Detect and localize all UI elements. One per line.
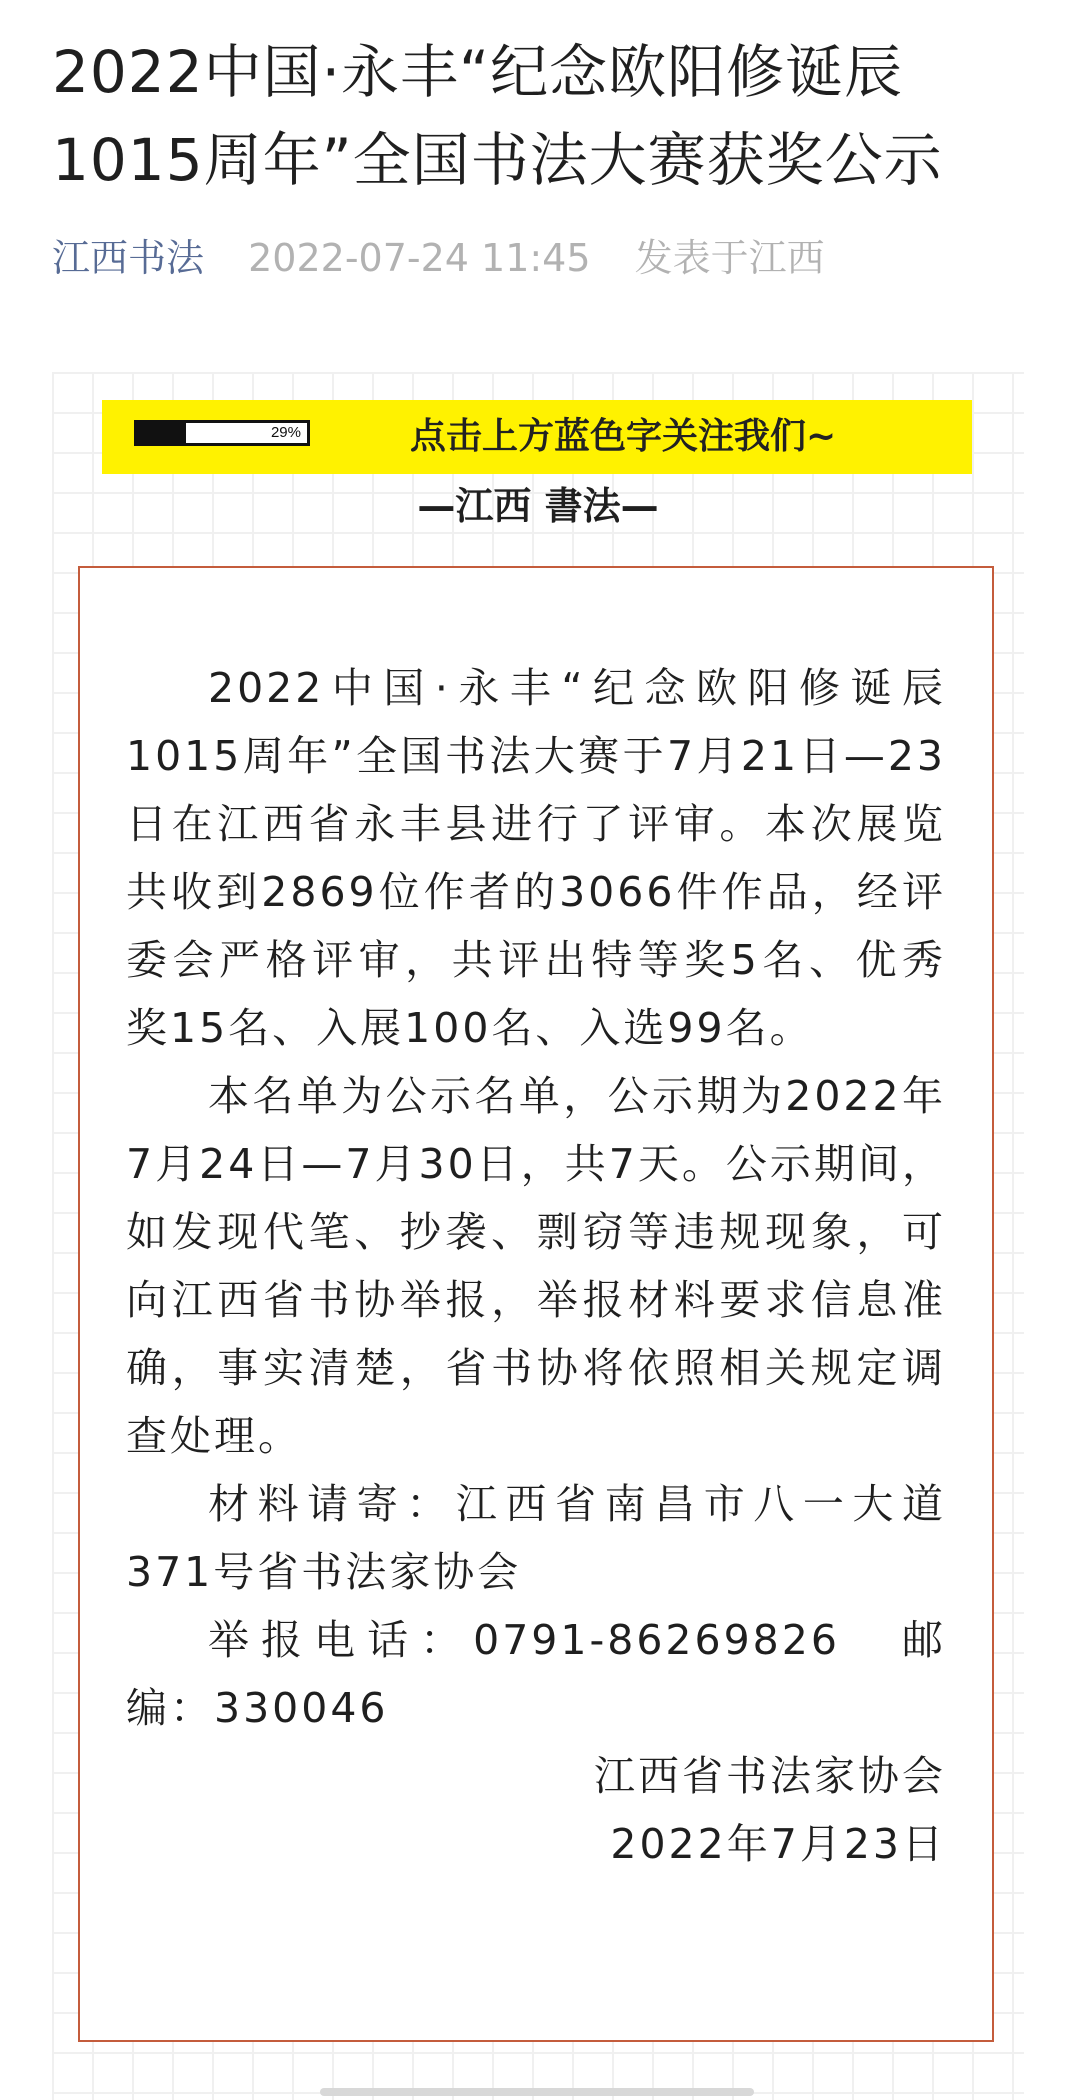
article-title bbox=[52, 28, 1032, 204]
notice-paragraph-contact: 举报电话：0791-86269826 邮编：330046 bbox=[126, 1616, 946, 1732]
notice-signature: 江西省书法家协会 bbox=[594, 1752, 946, 1800]
publish-location: 发表于江西 bbox=[634, 236, 825, 280]
progress-bar bbox=[134, 420, 310, 446]
article-title-line-2: 1015周年”全国书法大赛获奖公示 bbox=[52, 126, 943, 194]
notice-body bbox=[126, 654, 946, 1878]
article-title-line-1: 2022中国·永丰“纪念欧阳修诞辰 bbox=[52, 38, 904, 106]
home-indicator[interactable] bbox=[320, 2088, 754, 2096]
notice-paragraph-publicity: 本名单为公示名单，公示期为2022年7月24日—7月30日，共7天。公示期间，如发现代笔、抄袭、剽窃等违规现象，可向江西省书协举报，举报材料要求信息准确，事实清楚，省书协将依照相关规定调查处理。 bbox=[126, 1072, 946, 1460]
brand-line: —江西 書法— bbox=[417, 484, 659, 528]
notice-box bbox=[78, 566, 994, 2042]
follow-prompt-text: 点击上方蓝色字关注我们~ bbox=[410, 416, 837, 457]
notice-paragraph-address: 材料请寄：江西省南昌市八一大道371号省书法家协会 bbox=[126, 1480, 946, 1596]
notice-date: 2022年7月23日 bbox=[610, 1820, 946, 1868]
progress-percent: 29% bbox=[270, 424, 301, 441]
account-name-link[interactable]: 江西书法 bbox=[52, 236, 205, 280]
progress-bar-fill bbox=[137, 423, 186, 443]
article-meta bbox=[52, 228, 825, 288]
publish-time: 2022-07-24 11:45 bbox=[248, 236, 591, 280]
follow-banner[interactable] bbox=[102, 400, 972, 474]
notice-paragraph-overview: 2022中国·永丰“纪念欧阳修诞辰1015周年”全国书法大赛于7月21日—23日在江西省永丰县进行了评审。本次展览共收到2869位作者的3066件作品，经评委会严格评审，共评出特等奖5名、优秀奖15名、入展100名、入选99名。 bbox=[126, 664, 946, 1052]
